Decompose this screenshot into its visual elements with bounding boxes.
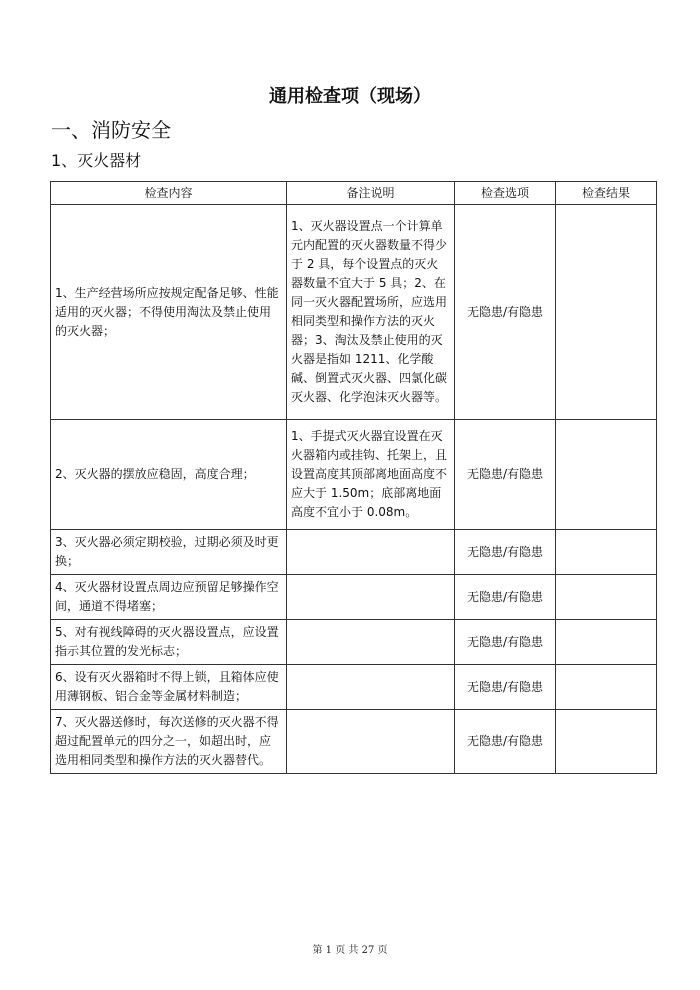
table-row [51,205,657,420]
row-result-cell[interactable] [556,205,657,420]
document-title: 通用检查项（现场） [269,86,431,107]
table-row [51,530,657,575]
row-content-cell: 7、灭火器送修时，每次送修的灭火器不得超过配置单元的四分之一，如超出时，应选用相同类型和操作方法的灭火器替代。 [51,710,287,774]
row-content-cell: 6、设有灭火器箱时不得上锁，且箱体应使用薄钢板、铝合金等金属材料制造； [51,665,287,710]
inspection-table [50,181,657,774]
header-option: 检查选项 [455,182,556,205]
row-option-cell[interactable]: 无隐患/有隐患 [455,620,556,665]
row-note-cell [287,575,455,620]
row-content-cell: 1、生产经营场所应按规定配备足够、性能适用的灭火器；不得使用淘汰及禁止使用的灭火器； [51,205,287,420]
row-note-cell [287,710,455,774]
row-result-cell[interactable] [556,575,657,620]
section-heading: 一、消防安全 [51,118,171,142]
row-result-cell[interactable] [556,420,657,530]
row-result-cell[interactable] [556,665,657,710]
row-content-cell: 4、灭火器材设置点周边应预留足够操作空间，通道不得堵塞； [51,575,287,620]
row-content-cell: 3、灭火器必须定期校验，过期必须及时更换； [51,530,287,575]
header-content: 检查内容 [51,182,287,205]
table-header-row [51,182,657,205]
row-result-cell[interactable] [556,710,657,774]
page-number-footer: 第 1 页 共 27 页 [312,945,388,956]
row-option-cell[interactable]: 无隐患/有隐患 [455,530,556,575]
row-note-cell: 1、手提式灭火器宜设置在灭火器箱内或挂钩、托架上，且设置高度其顶部离地面高度不应大于 1.50m；底部离地面高度不宜小于 0.08m。 [287,420,455,530]
row-note-cell: 1、灭火器设置点一个计算单元内配置的灭火器数量不得少于 2 具，每个设置点的灭火器数量不宜大于 5 具；2、在同一灭火器配置场所，应选用相同类型和操作方法的灭火器；3、淘汰及禁止使用的灭火器是指如 1211、化学酸碱、倒置式灭火器、四氯化碳灭火器、化学泡沫灭火器等。 [287,205,455,420]
table-row [51,575,657,620]
row-content-cell: 5、对有视线障碍的灭火器设置点，应设置指示其位置的发光标志； [51,620,287,665]
row-result-cell[interactable] [556,530,657,575]
row-option-cell[interactable]: 无隐患/有隐患 [455,420,556,530]
table-row [51,710,657,774]
table-row [51,420,657,530]
row-note-cell [287,620,455,665]
header-note: 备注说明 [287,182,455,205]
table-row [51,665,657,710]
row-result-cell[interactable] [556,620,657,665]
subsection-heading: 1、灭火器材 [51,151,142,170]
row-note-cell [287,665,455,710]
row-option-cell[interactable]: 无隐患/有隐患 [455,665,556,710]
table-row [51,620,657,665]
header-result: 检查结果 [556,182,657,205]
row-option-cell[interactable]: 无隐患/有隐患 [455,575,556,620]
row-note-cell [287,530,455,575]
row-option-cell[interactable]: 无隐患/有隐患 [455,710,556,774]
row-option-cell[interactable]: 无隐患/有隐患 [455,205,556,420]
row-content-cell: 2、灭火器的摆放应稳固，高度合理； [51,420,287,530]
